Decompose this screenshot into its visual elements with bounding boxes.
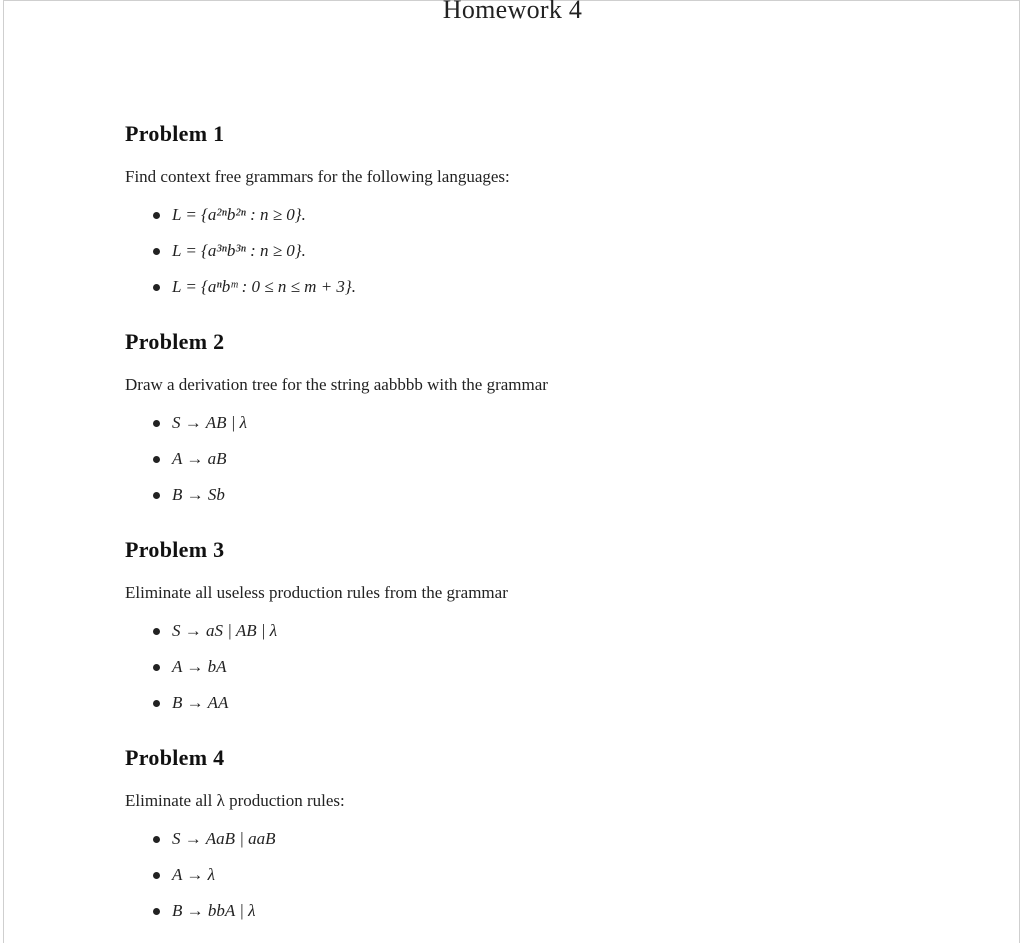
problem-item-list: [125, 405, 548, 513]
bullet-icon: [153, 420, 160, 427]
item-text: B → AA: [172, 693, 229, 712]
item-text: A → aB: [172, 449, 227, 468]
bullet-icon: [153, 628, 160, 635]
problem-heading: Problem 2: [125, 329, 225, 354]
list-item: [125, 405, 548, 441]
item-text: L = {aⁿbᵐ : 0 ≤ n ≤ m + 3}.: [172, 277, 356, 296]
list-item: [125, 477, 548, 513]
problem-4: [125, 745, 345, 929]
list-item: [125, 441, 548, 477]
item-text: S → aS | AB | λ: [172, 621, 278, 640]
bullet-icon: [153, 456, 160, 463]
bullet-icon: [153, 700, 160, 707]
problem-3: [125, 537, 508, 721]
item-text: L = {a³ⁿb³ⁿ : n ≥ 0}.: [172, 241, 306, 260]
list-item: [125, 685, 508, 721]
problem-1: [125, 121, 510, 305]
problem-heading: Problem 4: [125, 745, 225, 770]
bullet-icon: [153, 284, 160, 291]
bullet-icon: [153, 664, 160, 671]
item-text: B → bbA | λ: [172, 901, 256, 920]
problem-intro: Eliminate all useless production rules from the grammar: [125, 583, 508, 602]
problem-item-list: [125, 821, 345, 929]
problem-heading: Problem 3: [125, 537, 225, 562]
list-item: [125, 893, 345, 929]
bullet-icon: [153, 836, 160, 843]
list-item: [125, 857, 345, 893]
bullet-icon: [153, 908, 160, 915]
problem-item-list: [125, 613, 508, 721]
item-text: L = {a²ⁿb²ⁿ : n ≥ 0}.: [172, 205, 306, 224]
bullet-icon: [153, 872, 160, 879]
list-item: [125, 233, 510, 269]
problem-intro: Find context free grammars for the following languages:: [125, 167, 510, 186]
bullet-icon: [153, 492, 160, 499]
item-text: S → AB | λ: [172, 413, 247, 432]
list-item: [125, 821, 345, 857]
problem-heading: Problem 1: [125, 121, 225, 146]
list-item: [125, 197, 510, 233]
bullet-icon: [153, 212, 160, 219]
item-text: B → Sb: [172, 485, 225, 504]
problem-intro: Eliminate all λ production rules:: [125, 791, 345, 810]
item-text: S → AaB | aaB: [172, 829, 276, 848]
bullet-icon: [153, 248, 160, 255]
list-item: [125, 613, 508, 649]
problem-intro: Draw a derivation tree for the string aabbbb with the grammar: [125, 375, 548, 394]
item-text: A → λ: [172, 865, 215, 884]
list-item: [125, 269, 510, 305]
document-page: [3, 0, 1020, 943]
problem-2: [125, 329, 548, 513]
problem-item-list: [125, 197, 510, 305]
page-title: Homework 4: [442, 0, 583, 24]
item-text: A → bA: [172, 657, 227, 676]
list-item: [125, 649, 508, 685]
